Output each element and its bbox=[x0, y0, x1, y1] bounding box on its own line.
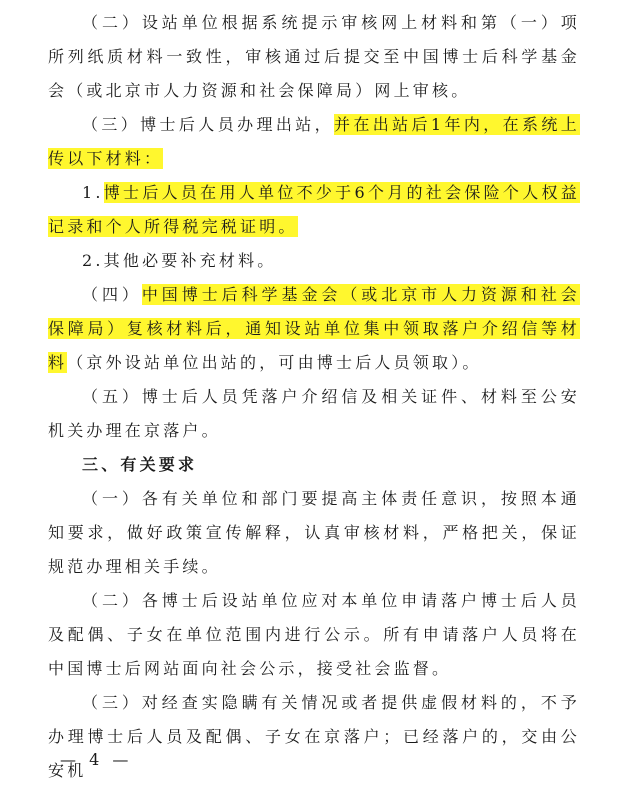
paragraph bbox=[48, 686, 580, 788]
paragraph bbox=[48, 380, 580, 448]
text-segment: 2.其他必要补充材料。 bbox=[82, 251, 277, 270]
text-segment: 三、有关要求 bbox=[82, 455, 198, 474]
text-segment: （京外设站单位出站的，可由博士后人员领取）。 bbox=[67, 353, 482, 372]
text-segment: 1. bbox=[82, 183, 104, 202]
page-number: — 4 — bbox=[60, 750, 133, 769]
highlighted-text: 中国博士后科学基金会（或北京市人力资源和社会保障局）复核材料后，通知设站单位集中领取落户介绍信等材料 bbox=[48, 285, 580, 372]
text-segment: （四） bbox=[82, 285, 142, 304]
section-heading bbox=[48, 448, 580, 482]
paragraph bbox=[48, 108, 580, 176]
paragraph bbox=[48, 176, 580, 244]
highlighted-text: 并在出站后1年内，在系统上传以下材料： bbox=[48, 115, 580, 168]
paragraph bbox=[48, 6, 580, 108]
document-body bbox=[48, 6, 580, 788]
text-segment: （二）设站单位根据系统提示审核网上材料和第（一）项所列纸质材料一致性，审核通过后提交至中国博士后科学基金会（或北京市人力资源和社会保障局）网上审核。 bbox=[48, 13, 580, 100]
paragraph bbox=[48, 482, 580, 584]
highlighted-text: 博士后人员在用人单位不少于6个月的社会保险个人权益记录和个人所得税完税证明。 bbox=[48, 183, 580, 236]
text-segment: （一）各有关单位和部门要提高主体责任意识，按照本通知要求，做好政策宣传解释，认真审核材料，严格把关，保证规范办理相关手续。 bbox=[48, 489, 580, 576]
text-segment: （三）博士后人员办理出站， bbox=[82, 115, 334, 134]
paragraph bbox=[48, 278, 580, 380]
paragraph bbox=[48, 584, 580, 686]
paragraph bbox=[48, 244, 580, 278]
text-segment: （二）各博士后设站单位应对本单位申请落户博士后人员及配偶、子女在单位范围内进行公示。所有申请落户人员将在中国博士后网站面向社会公示，接受社会监督。 bbox=[48, 591, 580, 678]
text-segment: （五）博士后人员凭落户介绍信及相关证件、材料至公安机关办理在京落户。 bbox=[48, 387, 580, 440]
text-segment: （三）对经查实隐瞒有关情况或者提供虚假材料的，不予办理博士后人员及配偶、子女在京落户；已经落户的，交由公安机 bbox=[48, 693, 580, 780]
